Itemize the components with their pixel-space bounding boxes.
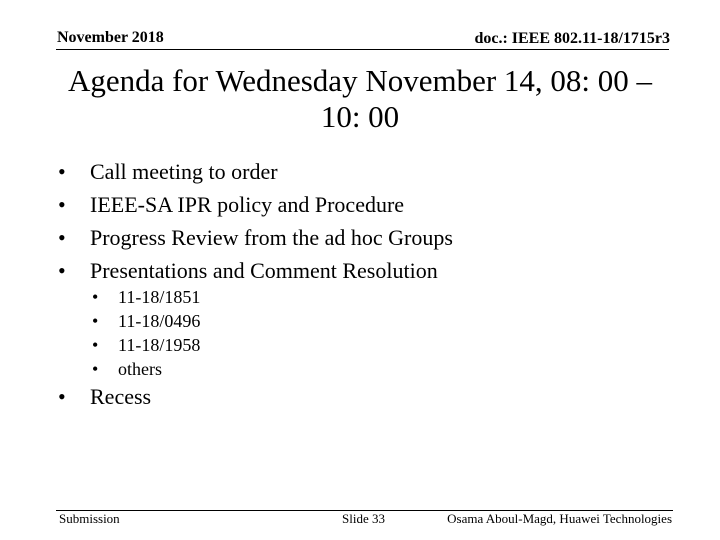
header-divider — [56, 49, 669, 50]
header-date: November 2018 — [57, 29, 164, 46]
agenda-list-continued — [58, 380, 358, 413]
presentations-sublist — [92, 285, 392, 381]
agenda-list — [58, 155, 678, 287]
footer-slide-number: Slide 33 — [342, 511, 385, 526]
sublist-item: • 11-18/0496 — [92, 309, 392, 333]
agenda-item-recess: • Recess — [58, 380, 358, 413]
footer-submission: Submission — [59, 511, 120, 526]
footer-author: Osama Aboul-Magd, Huawei Technologies — [447, 511, 672, 526]
slide-title — [20, 63, 700, 135]
sublist-item: • 11-18/1851 — [92, 285, 392, 309]
sublist-item: • 11-18/1958 — [92, 333, 392, 357]
sublist-item: • others — [92, 357, 392, 381]
agenda-item-progress-review: • Progress Review from the ad hoc Groups — [58, 221, 678, 254]
slide-title-line-1: Agenda for Wednesday November 14, 08: 00 – — [67, 63, 653, 98]
header-document-id: doc.: IEEE 802.11-18/1715r3 — [474, 30, 670, 47]
agenda-item-presentations: • Presentations and Comment Resolution — [58, 254, 678, 287]
agenda-item-call-to-order: • Call meeting to order — [58, 155, 678, 188]
slide-title-line-2: 10: 00 — [320, 99, 400, 134]
agenda-item-ipr-policy: • IEEE-SA IPR policy and Procedure — [58, 188, 678, 221]
